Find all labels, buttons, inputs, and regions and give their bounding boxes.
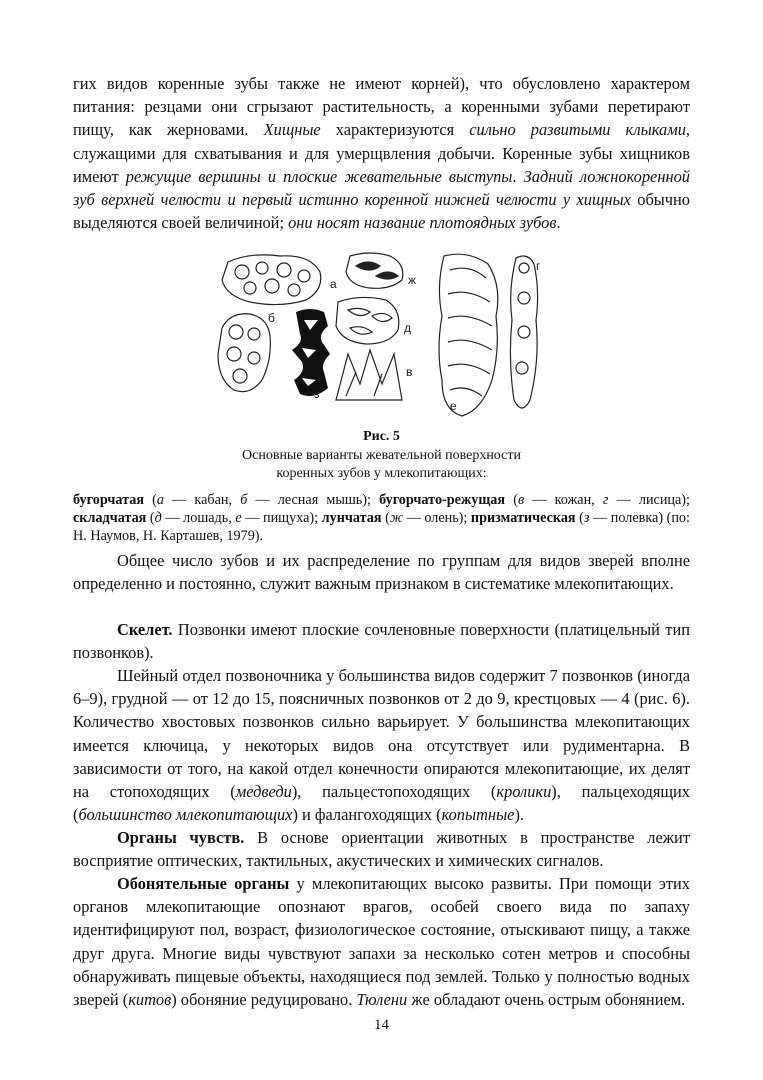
caption-segment: ж — [389, 510, 404, 526]
paragraph-segment: . — [512, 166, 524, 186]
fig-label-g: г — [536, 259, 541, 273]
paragraph-spine — [73, 664, 690, 826]
paragraph-segment: кролики — [496, 782, 552, 802]
fig-label-a: а — [330, 277, 337, 291]
paragraph-segment: китов — [128, 990, 172, 1010]
caption-segment: складчатая — [73, 510, 147, 526]
paragraph-segment: режущие вершины и плоские жевательные выступы — [125, 166, 513, 186]
caption-segment: призматическая — [470, 510, 576, 526]
figure-description — [73, 491, 690, 545]
paragraph-segment: Хищные — [263, 120, 321, 140]
caption-segment: е — [235, 510, 242, 526]
paragraph-segment: Органы чувств. — [117, 828, 245, 847]
caption-segment: бугорчато-режущая — [379, 492, 506, 508]
caption-segment: ( — [381, 510, 390, 526]
paragraph-segment: сильно развитыми клыками — [469, 120, 686, 140]
caption-segment: ( — [146, 510, 155, 526]
paragraph-teeth-intro — [73, 72, 690, 234]
figure-title: Рис. 5 — [363, 429, 400, 444]
caption-segment: ( — [505, 492, 518, 508]
fig-label-b: б — [268, 311, 275, 325]
caption-segment: з — [583, 510, 590, 526]
caption-segment: — кабан, — [163, 492, 241, 508]
paragraph-segment: Общее число зубов и их распределение по группам для видов зверей вполне определенно и постоянно, служит важным признаком в систематике млекопитающих. — [73, 551, 690, 594]
caption-segment: б — [240, 492, 248, 508]
figure-caption-line1: Основные варианты жевательной поверхности — [242, 448, 521, 463]
caption-segment: — лесная мышь); — [247, 492, 380, 508]
paragraph-segment: у млекопитающих высоко развиты. При помощи этих органов млекопитающие опознают врагов, особей своего вида по запаху идентифицируют пол, возраст, физиологическое состояние, отыскивают пищу, а также друг друга. Многие виды чувствуют запахи за несколько сотен метров и способны обнаруживать пищевые объекты, находящиеся под землей. Только у полностью водных зверей ( — [73, 874, 690, 1010]
caption-segment: бугорчатая — [73, 492, 145, 508]
tooth-b-drawing — [218, 314, 270, 392]
caption-segment: — лисица); — [608, 492, 690, 508]
figure-molar-surfaces — [210, 250, 555, 422]
paragraph-segment: , служащими для схватывания и для умерщвления добычи. Коренные зубы хищников имеют — [73, 120, 690, 186]
caption-segment: ( — [575, 510, 584, 526]
paragraph-segment: медведи — [235, 782, 292, 802]
paragraph-segment: обычно выделяются своей величиной; — [73, 190, 691, 233]
paragraph-segment: ), пальцеходящих ( — [73, 782, 691, 825]
tooth-v-drawing — [336, 350, 402, 400]
paragraph-segment: большинство млекопитающих — [78, 805, 293, 825]
paragraph-segment: Скелет. — [117, 620, 173, 639]
paragraph-segment: ). — [514, 805, 525, 825]
caption-segment: в — [517, 492, 525, 508]
paragraph-segment: ), пальцестопоходящих ( — [291, 782, 497, 802]
paragraph-segment: Тюлени — [356, 990, 408, 1010]
paragraph-segment: ) обоняние редуцировано. — [171, 990, 357, 1010]
caption-segment: а — [156, 492, 164, 508]
caption-segment: — полевка) (по: Н. Наумов, Н. Карташев, 1979). — [73, 510, 690, 544]
tooth-e-drawing — [439, 254, 498, 416]
fig-label-z: з — [314, 387, 320, 401]
paragraph-segment: Позвонки имеют плоские сочленовные поверхности (платицельный тип позвонков). — [73, 620, 690, 663]
tooth-g-drawing — [510, 256, 537, 408]
tooth-zh-drawing — [346, 253, 403, 288]
caption-segment: г — [602, 492, 609, 508]
tooth-d-drawing — [336, 297, 399, 344]
paragraph-teeth-count — [73, 549, 690, 595]
paragraph-senses — [73, 826, 690, 872]
paragraph-skeleton — [73, 618, 690, 664]
caption-segment: — лошадь, — [161, 510, 236, 526]
fig-label-d: д — [404, 321, 412, 335]
tooth-a-drawing — [222, 255, 321, 305]
page-number: 14 — [374, 1017, 389, 1033]
caption-segment: лунчатая — [321, 510, 382, 526]
fig-label-e: е — [450, 399, 457, 413]
caption-segment: — кожан, — [524, 492, 603, 508]
paragraph-segment: Обонятельные органы — [117, 874, 290, 893]
figure-caption-line2: коренных зубов у млекопитающих: — [276, 466, 487, 481]
tooth-z-drawing — [292, 309, 330, 396]
paragraph-segment: Шейный отдел позвоночника у большинства видов содержит 7 позвонков (иногда 6–9), грудной — от 12 до 15, поясничных позвонков от 2 до 9, крестцовых — 4 (рис. 6). Количество хвостовых позвонков сильно варьирует. У большинства млекопитающих имеется ключица, у некоторых видов она отсутствует или рудиментарна. В зависимости от того, на какой отдел конечности опираются млекопитающие, их делят на стопоходящих ( — [73, 666, 690, 802]
paragraph-segment: гих видов коренные зубы также не имеют корней), что обусловлено характером питания: резцами они сгрызают растительность, а коренными зубами перетирают пищу, как жерновами. — [73, 74, 690, 140]
fig-label-v: в — [406, 365, 413, 379]
paragraph-segment: Задний ложнокоренной зуб верхней челюсти и первый истинно коренной нижней челюсти у хищных — [73, 166, 690, 210]
caption-segment: д — [154, 510, 162, 526]
paragraph-segment: они носят название плотоядных зубов — [288, 213, 557, 233]
caption-segment: — олень); — [403, 510, 471, 526]
molar-drawings — [210, 250, 555, 422]
paragraph-segment: же обладают очень острым обонянием. — [407, 990, 686, 1010]
paragraph-segment: ) и фалангоходящих ( — [292, 805, 442, 825]
caption-segment: ( — [144, 492, 157, 508]
paragraph-segment: . — [556, 213, 561, 233]
caption-segment: — пищуха); — [241, 510, 322, 526]
fig-label-zh: ж — [408, 273, 417, 287]
paragraph-segment: характеризуются — [320, 120, 470, 140]
paragraph-segment: копытные — [441, 805, 515, 825]
paragraph-olfactory — [73, 872, 690, 1011]
paragraph-segment: В основе ориентации животных в пространстве лежит восприятие оптических, тактильных, акустических и химических сигналов. — [73, 828, 690, 871]
